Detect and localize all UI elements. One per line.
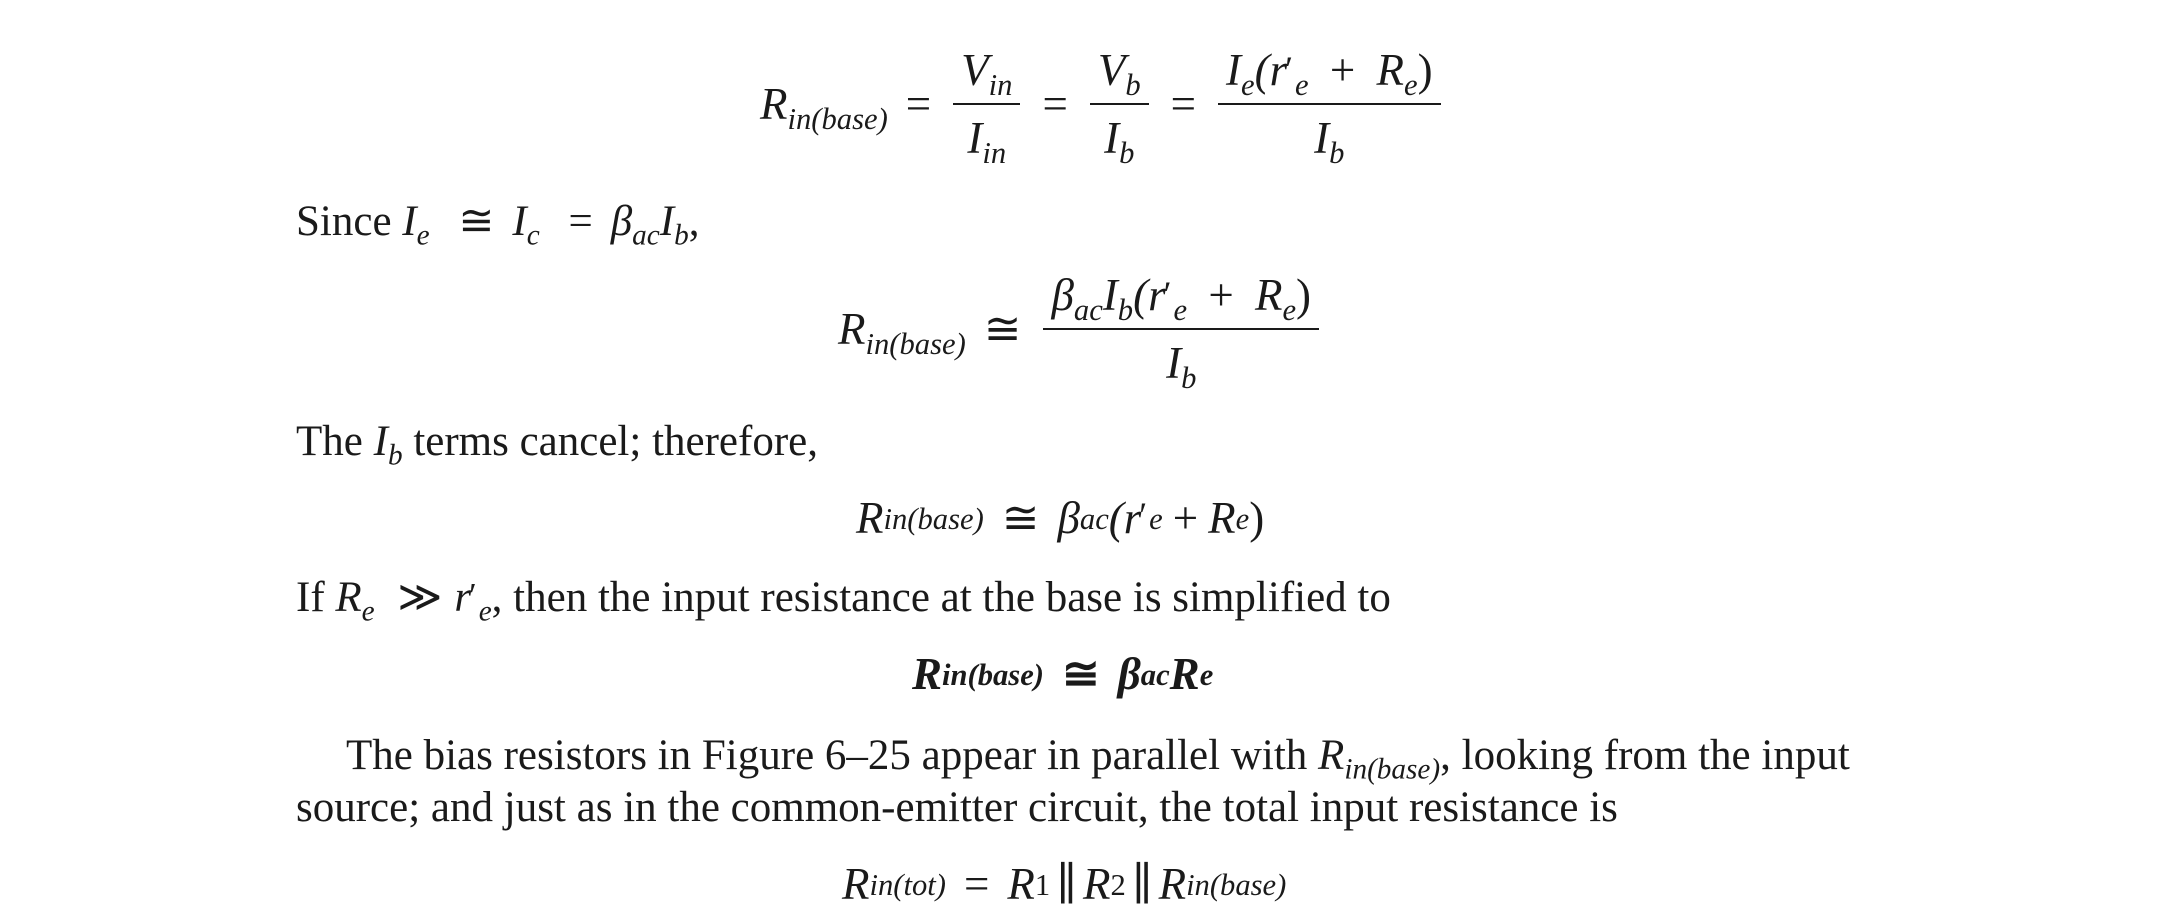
equation-rin-base-beta-re: R in(base) ≅ β ac (r ′ e + R e ) [856, 493, 1265, 543]
fraction-vb-over-ib: $\frac{V_b}{I_b}$ [1090, 45, 1149, 165]
fraction-vin-over-iin: $\frac{V_{in}}{I_{in}}$ [953, 45, 1020, 165]
eq2-lhs: $R_{in(base)}$ [838, 304, 966, 362]
eq1-lhs: $R_{in(base)}$ [760, 79, 888, 137]
paragraph-ib-cancel: The $I_b$ terms cancel; therefore, [296, 418, 818, 472]
paragraph-if-re-gg-re: If $R_e$ ≫ $r'_e$, then the input resistance at the base is simplified to [296, 574, 1391, 628]
equation-rin-base-simplified: R in(base) ≅ β ac R e [912, 649, 1214, 699]
paragraph-bias-resistors-line2: source; and just as in the common-emitter circuit, the total input resistance is [296, 784, 1618, 831]
paragraph-since: Since $I_e$ ≅ $I_c = \beta_{ac}I_b$, [296, 198, 700, 252]
equation-rin-total: R in(tot) = R 1 ∥ R 2 ∥ R in(base) [842, 859, 1287, 909]
fraction-ie-re-over-ib: $\frac{I_e(r'_e + R_e)}{I_b}$ [1218, 45, 1441, 165]
fraction-beta-ib-re-over-ib: $\frac{\beta_{ac}I_b(r'_e + R_e)}{I_b}$ [1043, 270, 1319, 390]
equation-rin-base-definition: $R_{in(base)}$ = $\frac{V_{in}}{I_{in}}$ = $\frac{V_b}{I_b}$ = $\frac{I_e(r'_e + R_e)}{I_b}$ [760, 45, 1445, 165]
equation-rin-base-beta-fraction: $R_{in(base)}$ ≅ $\frac{\beta_{ac}I_b(r'_e + R_e)}{I_b}$ [838, 270, 1323, 390]
paragraph-bias-resistors-line1: The bias resistors in Figure 6–25 appear in parallel with $R_{in(base)}$, looking from the input [346, 732, 1850, 786]
